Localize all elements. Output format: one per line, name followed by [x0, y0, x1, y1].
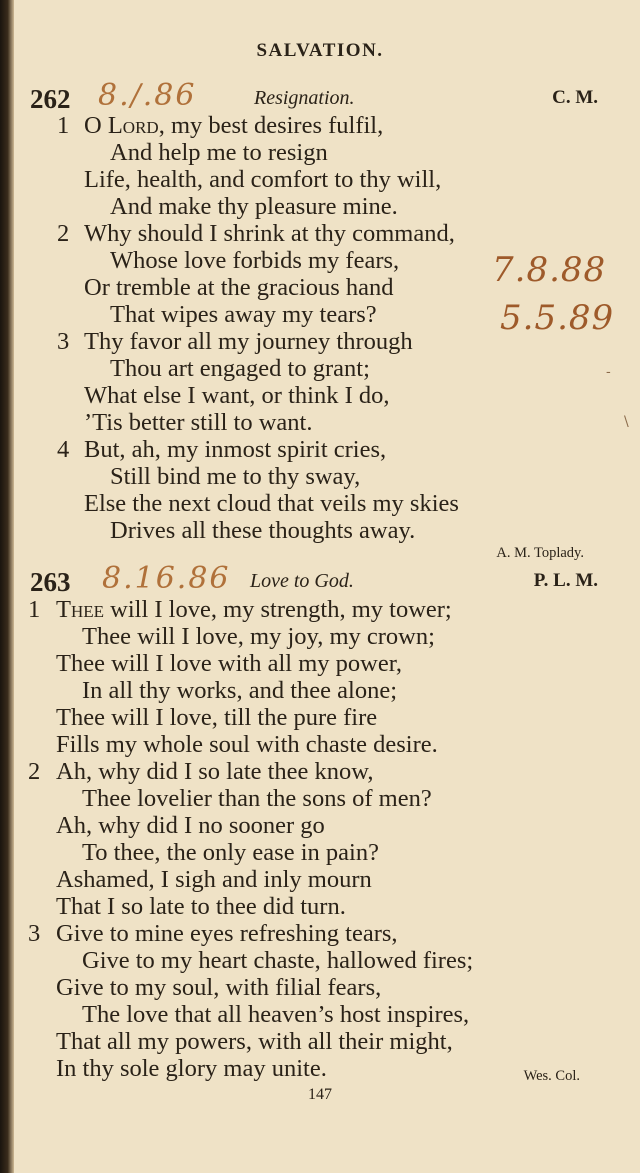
- pencil-mark: \: [624, 414, 629, 430]
- verse-line: Give to mine eyes refreshing tears,: [56, 920, 398, 947]
- stanza-number: 1: [28, 596, 41, 623]
- stanza-number: 2: [57, 220, 70, 247]
- stanza-number: 3: [57, 328, 70, 355]
- verse-line: Fills my whole soul with chaste desire.: [56, 731, 438, 758]
- hymn-meter: P. L. M.: [533, 570, 598, 591]
- verse-line: The love that all heaven’s host inspires,: [82, 1001, 470, 1028]
- page-number: 147: [308, 1086, 332, 1103]
- handwritten-date-note: 8./.86: [98, 78, 197, 113]
- verse-line: ’Tis better still to want.: [84, 409, 313, 436]
- verse-line: Ah, why did I no sooner go: [56, 812, 325, 839]
- stanza-number: 1: [57, 112, 70, 139]
- verse-line: What else I want, or think I do,: [84, 382, 390, 409]
- hymn-meter: C. M.: [552, 87, 598, 108]
- verse-line: But, ah, my inmost spirit cries,: [84, 436, 387, 463]
- stanza-number: 2: [28, 758, 41, 785]
- verse-line: Thee lovelier than the sons of men?: [82, 785, 432, 812]
- verse-line: Whose love forbids my fears,: [110, 247, 400, 274]
- pencil-mark: -: [606, 364, 611, 380]
- stanza-number: 3: [28, 920, 41, 947]
- handwritten-date-note: 8.16.86: [102, 561, 231, 596]
- verse-line: That all my powers, with all their might,: [56, 1028, 453, 1055]
- verse-line: That wipes away my tears?: [110, 301, 377, 328]
- verse-line: And make thy pleasure mine.: [110, 193, 398, 220]
- verse-line: Thee will I love, till the pure fire: [56, 704, 378, 731]
- verse-line: In thy sole glory may unite.: [56, 1055, 327, 1082]
- verse-line: Thee will I love, my strength, my tower;: [56, 596, 452, 623]
- handwritten-margin-note: 7.8.88: [492, 250, 607, 290]
- verse-line: Life, health, and comfort to thy will,: [84, 166, 442, 193]
- verse-line: Give to my soul, with filial fears,: [56, 974, 382, 1001]
- hymn-number: 263: [30, 567, 71, 597]
- verse-line: In all thy works, and thee alone;: [82, 677, 398, 704]
- hymn-header-262: [0, 78, 640, 116]
- verse-line: And help me to resign: [110, 139, 328, 166]
- verse-line: Thy favor all my journey through: [84, 328, 413, 355]
- verse-line: Thou art engaged to grant;: [110, 355, 370, 382]
- handwritten-margin-note: 5.5.89: [500, 298, 615, 338]
- verse-line: Still bind me to thy sway,: [110, 463, 361, 490]
- verse-line: To thee, the only ease in pain?: [82, 839, 379, 866]
- verse-line: Give to my heart chaste, hallowed fires;: [82, 947, 474, 974]
- hymn-author: A. M. Toplady.: [496, 545, 584, 561]
- verse-line: That I so late to thee did turn.: [56, 893, 346, 920]
- verse-line: Ashamed, I sigh and inly mourn: [56, 866, 372, 893]
- hymn-title: Love to God.: [250, 570, 354, 592]
- verse-line: Or tremble at the gracious hand: [84, 274, 394, 301]
- stanza-number: 4: [57, 436, 70, 463]
- verse-line: Why should I shrink at thy command,: [84, 220, 455, 247]
- running-head: SALVATION.: [256, 40, 384, 61]
- hymn-number: 262: [30, 84, 71, 114]
- verse-line: Drives all these thoughts away.: [110, 517, 416, 544]
- hymn-title: Resignation.: [254, 87, 355, 109]
- verse-line: Thee will I love with all my power,: [56, 650, 403, 677]
- verse-line: Thee will I love, my joy, my crown;: [82, 623, 435, 650]
- verse-line: Else the next cloud that veils my skies: [84, 490, 459, 517]
- verse-line: O Lord, my best desires fulfil,: [84, 112, 384, 139]
- hymn-header-263: [0, 561, 640, 599]
- verse-line: Ah, why did I so late thee know,: [56, 758, 374, 785]
- hymn-author: Wes. Col.: [523, 1068, 580, 1084]
